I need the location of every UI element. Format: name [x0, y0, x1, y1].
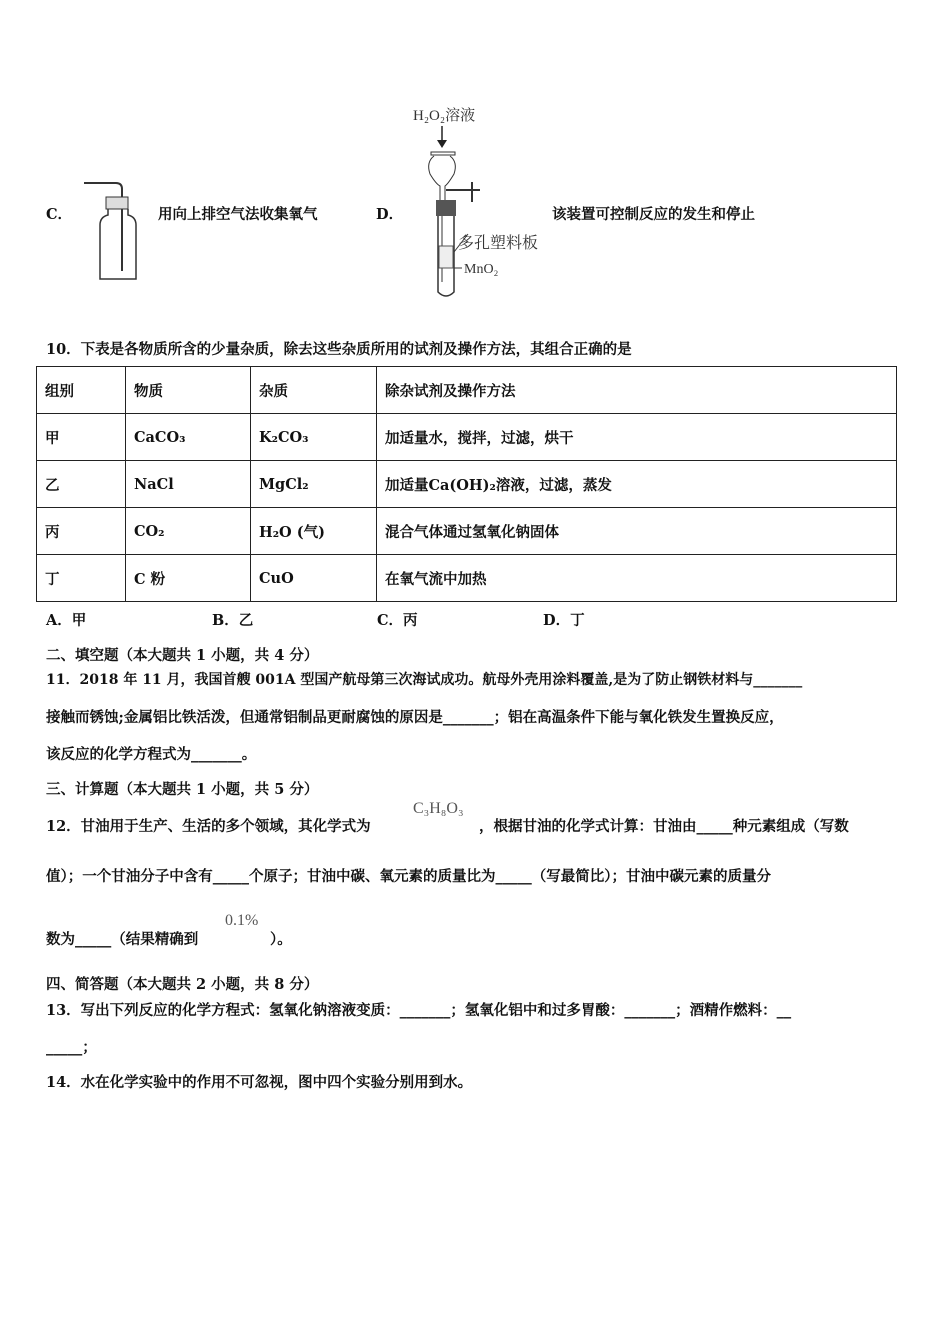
- q13-line-2: _____；: [46, 1039, 97, 1056]
- q11-line-2: 接触而锈蚀;金属铝比铁活泼，但通常铝制品更耐腐蚀的原因是_______；铝在高温条件下能与氧化铁发生置换反应，: [46, 709, 784, 726]
- table-row: [37, 414, 897, 461]
- question-10-stem: 10．下表是各物质所含的少量杂质，除去这些杂质所用的试剂及操作方法，其组合正确的是: [46, 341, 632, 358]
- cell: 加适量Ca(OH)₂溶液，过滤，蒸发: [377, 461, 897, 508]
- gas-collection-bottle-figure: [80, 175, 150, 285]
- q11-line-3: 该反应的化学方程式为_______。: [46, 746, 257, 763]
- cell: 乙: [37, 461, 126, 508]
- question-14: 14．水在化学实验中的作用不可忽视，图中四个实验分别用到水。: [46, 1074, 473, 1091]
- cell: CaCO₃: [126, 414, 251, 461]
- cell: 甲: [37, 414, 126, 461]
- q11-line-1: 11．2018 年 11 月，我国首艘 001A 型国产航母第三次海试成功。航母外壳用涂料覆盖,是为了防止钢铁材料与_______: [46, 672, 803, 688]
- q13-line-1: 13．写出下列反应的化学方程式：氢氧化钠溶液变质：_______；氢氧化铝中和过多胃酸：_______；酒精作燃料：__: [46, 1002, 792, 1019]
- q12-line-1b: ，根据甘油的化学式计算：甘油由_____种元素组成（写数: [479, 818, 849, 835]
- q12-line-2: 值）；一个甘油分子中含有_____个原子；甘油中碳、氧元素的质量比为_____（写最简比）；甘油中碳元素的质量分: [46, 868, 771, 885]
- option-c-label: C．: [46, 206, 73, 223]
- cell: 丁: [37, 555, 126, 602]
- option-c: C．丙: [377, 612, 418, 629]
- cell: CuO: [251, 555, 377, 602]
- table-header-row: [37, 367, 897, 414]
- cell: 加适量水，搅拌，过滤，烘干: [377, 414, 897, 461]
- cell: 丙: [37, 508, 126, 555]
- figure-label-h2o2: H₂O₂溶液: [413, 108, 476, 124]
- table-row: [37, 555, 897, 602]
- figure-label-mno2: MnO₂: [464, 262, 499, 277]
- section-3-heading: 三、计算题（本大题共 1 小题，共 5 分）: [46, 781, 319, 798]
- option-a: A．甲: [46, 612, 87, 629]
- header-cell: 除杂试剂及操作方法: [377, 367, 897, 414]
- q12-line-3a: 数为_____（结果精确到: [46, 931, 199, 948]
- option-d-text: 该装置可控制反应的发生和停止: [552, 206, 755, 223]
- figure-label-plate: 多孔塑料板: [458, 235, 539, 252]
- cell: K₂CO₃: [251, 414, 377, 461]
- table-row: [37, 508, 897, 555]
- header-cell: 组别: [37, 367, 126, 414]
- table-row: [37, 461, 897, 508]
- glycerol-formula: C₃H₈O₃: [413, 800, 464, 817]
- option-d-label: D．: [376, 206, 404, 223]
- cell: 混合气体通过氢氧化钠固体: [377, 508, 897, 555]
- cell: CO₂: [126, 508, 251, 555]
- q12-line-3b: ）。: [270, 931, 292, 948]
- impurity-table: [36, 366, 897, 602]
- precision-value: 0.1%: [225, 912, 259, 929]
- header-cell: 物质: [126, 367, 251, 414]
- section-2-heading: 二、填空题（本大题共 1 小题，共 4 分）: [46, 647, 319, 664]
- cell: C 粉: [126, 555, 251, 602]
- header-cell: 杂质: [251, 367, 377, 414]
- cell: 在氧气流中加热: [377, 555, 897, 602]
- cell: NaCl: [126, 461, 251, 508]
- cell: MgCl₂: [251, 461, 377, 508]
- option-b: B．乙: [212, 612, 254, 629]
- section-4-heading: 四、简答题（本大题共 2 小题，共 8 分）: [46, 976, 319, 993]
- q12-line-1a: 12．甘油用于生产、生活的多个领域，其化学式为: [46, 818, 371, 835]
- option-d: D．丁: [543, 612, 585, 629]
- cell: H₂O (气): [251, 508, 377, 555]
- option-c-text: 用向上排空气法收集氧气: [158, 206, 318, 223]
